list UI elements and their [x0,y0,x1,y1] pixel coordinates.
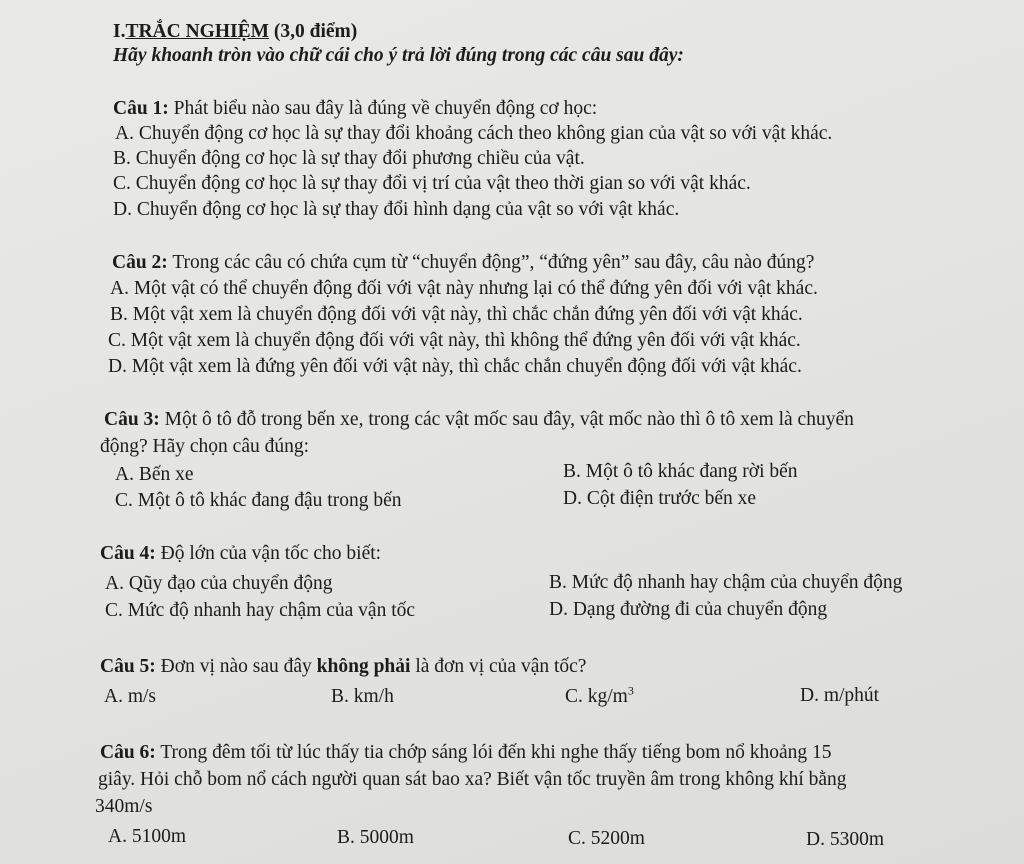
question-1 [113,97,597,121]
q1-option-d[interactable]: D. Chuyển động cơ học là sự thay đổi hình dạng của vật so với vật khác. [113,199,680,220]
section-title [113,20,357,44]
q1-option-b[interactable]: B. Chuyển động cơ học là sự thay đổi phương chiều của vật. [113,148,585,169]
question-text: Phát biểu nào sau đây là đúng về chuyển động cơ học: [168,98,598,119]
q4-option-c[interactable]: C. Mức độ nhanh hay chậm của vận tốc [105,600,416,621]
question-text: Một ô tô đỗ trong bến xe, trong các vật mốc sau đây, vật mốc nào thì ô tô xem là chuyển [159,409,854,430]
q3-option-d[interactable]: D. Cột điện trước bến xe [563,488,757,509]
q4-option-d[interactable]: D. Dạng đường đi của chuyển động [549,599,828,620]
section-instruction: Hãy khoanh tròn vào chữ cái cho ý trả lời đúng trong các câu sau đây: [113,45,684,66]
q6-option-b[interactable]: B. 5000m [337,827,414,848]
q3-option-b[interactable]: B. Một ô tô khác đang rời bến [563,461,798,482]
question-3-cont: động? Hãy chọn câu đúng: [100,436,310,457]
section-points: (3,0 điểm) [269,21,358,42]
q4-option-b[interactable]: B. Mức độ nhanh hay chậm của chuyển động [549,572,903,593]
q2-option-c[interactable]: C. Một vật xem là chuyển động đối với vật này, thì không thể đứng yên đối với vật khác. [108,330,801,351]
q5-option-b[interactable]: B. km/h [331,686,394,707]
q5-option-c-text: C. kg/m [565,686,628,707]
question-5 [100,655,586,679]
question-text: Trong đêm tối từ lúc thấy tia chớp sáng lói đến khi nghe thấy tiếng bom nổ khoảng 15 [155,742,832,763]
q5-option-a[interactable]: A. m/s [104,686,157,707]
q2-option-b[interactable]: B. Một vật xem là chuyển động đối với vật này, thì chắc chắn đứng yên đối với vật khác. [110,304,803,325]
question-6-cont2: 340m/s [95,796,153,817]
question-label: Câu 2: [112,252,168,273]
question-label: Câu 1: [113,98,169,119]
q4-option-a[interactable]: A. Qũy đạo của chuyển động [105,573,333,594]
q6-option-a[interactable]: A. 5100m [108,826,186,847]
q5-option-d[interactable]: D. m/phút [800,685,880,706]
question-6-cont: giây. Hỏi chỗ bom nổ cách người quan sát bao xa? Biết vận tốc truyền âm trong không khí bằng [98,769,847,790]
question-label: Câu 4: [100,543,156,564]
q6-option-d[interactable]: D. 5300m [806,829,884,850]
q3-option-a[interactable]: A. Bến xe [115,464,194,485]
q1-option-a[interactable]: A. Chuyển động cơ học là sự thay đổi khoảng cách theo không gian của vật so với vật khác. [115,123,833,144]
question-text-emphasis: không phải [316,656,411,677]
question-label: Câu 6: [100,742,156,763]
section-prefix: I. [113,21,126,42]
question-text: Độ lớn của vận tốc cho biết: [155,543,382,564]
q2-option-a[interactable]: A. Một vật có thể chuyển động đối với vật này nhưng lại có thể đứng yên đối với vật khác. [110,278,818,299]
q2-option-d[interactable]: D. Một vật xem là đứng yên đối với vật này, thì chắc chắn chuyển động đối với vật khác. [108,356,802,377]
question-label: Câu 3: [104,409,160,430]
question-3 [104,408,854,432]
q6-option-c[interactable]: C. 5200m [568,828,645,849]
question-text: Trong các câu có chứa cụm từ “chuyển động”, “đứng yên” sau đây, câu nào đúng? [167,252,815,273]
question-6 [100,741,831,765]
question-label: Câu 5: [100,656,156,677]
section-title-main: TRẮC NGHIỆM [125,21,270,42]
question-4 [100,542,381,566]
q5-option-c-exponent: 3 [627,683,634,698]
q3-option-c[interactable]: C. Một ô tô khác đang đậu trong bến [115,490,402,511]
q1-option-c[interactable]: C. Chuyển động cơ học là sự thay đổi vị trí của vật theo thời gian so với vật khác. [113,173,751,194]
question-text-a: Đơn vị nào sau đây [155,656,317,677]
question-2 [112,251,814,275]
q5-option-c[interactable] [565,685,634,709]
question-text-b: là đơn vị của vận tốc? [410,656,587,677]
